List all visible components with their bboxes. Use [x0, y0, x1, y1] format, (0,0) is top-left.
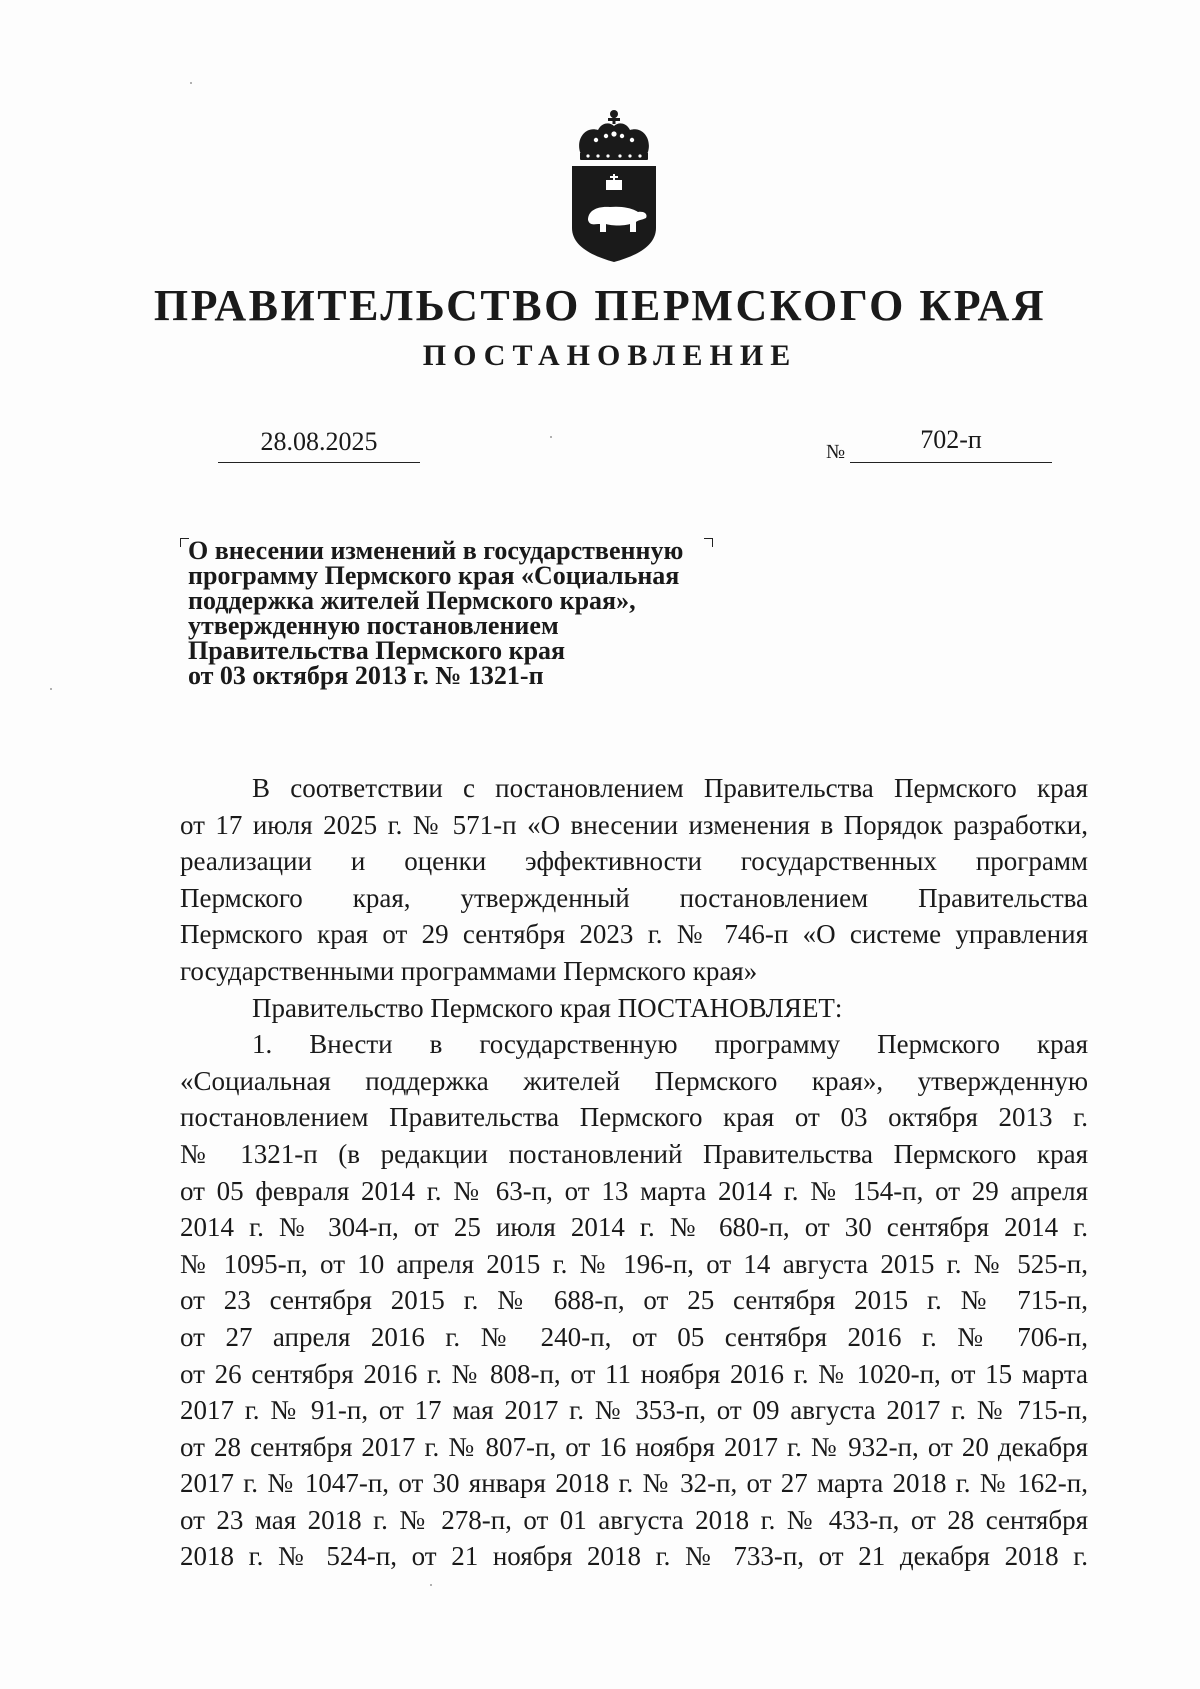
body-line: 2014 г. № 304-п, от 25 июля 2014 г. № 680-п, от 30 сентября 2014 г.	[180, 1212, 1088, 1243]
coat-of-arms-icon	[566, 108, 662, 264]
subject-line: поддержка жителей Пермского края»,	[188, 586, 636, 615]
document-subject	[188, 538, 748, 688]
scan-speck	[50, 688, 52, 690]
subject-line: программу Пермского края «Социальная	[188, 561, 680, 590]
document-number: 702-п	[850, 420, 1052, 463]
scan-speck	[550, 436, 552, 438]
body-line: № 1321-п (в редакции постановлений Правительства Пермского края	[180, 1138, 1088, 1169]
body-line: от 05 февраля 2014 г. № 63-п, от 13 марта 2014 г. № 154-п, от 29 апреля	[180, 1175, 1088, 1206]
document-body	[180, 770, 1088, 1575]
body-line: от 27 апреля 2016 г. № 240-п, от 05 сентября 2016 г. № 706-п,	[180, 1321, 1088, 1352]
document-type: ПОСТАНОВЛЕНИЕ	[422, 339, 798, 372]
organization-title: ПРАВИТЕЛЬСТВО ПЕРМСКОГО КРАЯ	[153, 281, 1047, 330]
body-line: № 1095-п, от 10 апреля 2015 г. № 196-п, от 14 августа 2015 г. № 525-п,	[180, 1248, 1088, 1279]
body-line: Пермского края от 29 сентября 2023 г. № 746-п «О системе управления	[180, 919, 1088, 950]
body-line: Правительство Пермского края ПОСТАНОВЛЯЕТ:	[252, 992, 843, 1023]
body-line: постановлением Правительства Пермского края от 03 октября 2013 г.	[180, 1102, 1088, 1133]
body-line: от 28 сентября 2017 г. № 807-п, от 16 ноября 2017 г. № 932-п, от 20 декабря	[180, 1431, 1088, 1462]
body-line: от 23 мая 2018 г. № 278-п, от 01 августа 2018 г. № 433-п, от 28 сентября	[180, 1504, 1088, 1535]
body-line: Пермского края, утвержденный постановлением Правительства	[180, 882, 1088, 913]
subject-line: Правительства Пермского края	[188, 636, 566, 665]
body-line: государственными программами Пермского края»	[180, 955, 758, 986]
number-label: №	[826, 441, 846, 463]
body-line: 1. Внести в государственную программу Пермского края	[252, 1029, 1088, 1060]
subject-line: О внесении изменений в государственную	[188, 536, 684, 565]
body-line: от 23 сентября 2015 г. № 688-п, от 25 сентября 2015 г. № 715-п,	[180, 1285, 1088, 1316]
subject-line: утвержденную постановлением	[188, 611, 559, 640]
body-line: 2017 г. № 91-п, от 17 мая 2017 г. № 353-п, от 09 августа 2017 г. № 715-п,	[180, 1395, 1088, 1426]
body-line: от 26 сентября 2016 г. № 808-п, от 11 ноября 2016 г. № 1020-п, от 15 марта	[180, 1358, 1088, 1389]
subject-line: от 03 октября 2013 г. № 1321-п	[188, 661, 544, 690]
body-line: 2018 г. № 524-п, от 21 ноября 2018 г. № 733-п, от 21 декабря 2018 г.	[180, 1541, 1088, 1572]
body-line: В соответствии с постановлением Правительства Пермского края	[252, 773, 1088, 803]
body-line: «Социальная поддержка жителей Пермского края», утвержденную	[180, 1065, 1088, 1096]
document-date: 28.08.2025	[218, 422, 420, 463]
body-line: реализации и оценки эффективности государственных программ	[180, 846, 1088, 877]
body-line: от 17 июля 2025 г. № 571-п «О внесении изменения в Порядок разработки,	[180, 809, 1088, 840]
body-line: 2017 г. № 1047-п, от 30 января 2018 г. № 32-п, от 27 марта 2018 г. № 162-п,	[180, 1468, 1088, 1499]
scan-speck	[430, 1584, 432, 1586]
scan-speck	[190, 82, 192, 84]
